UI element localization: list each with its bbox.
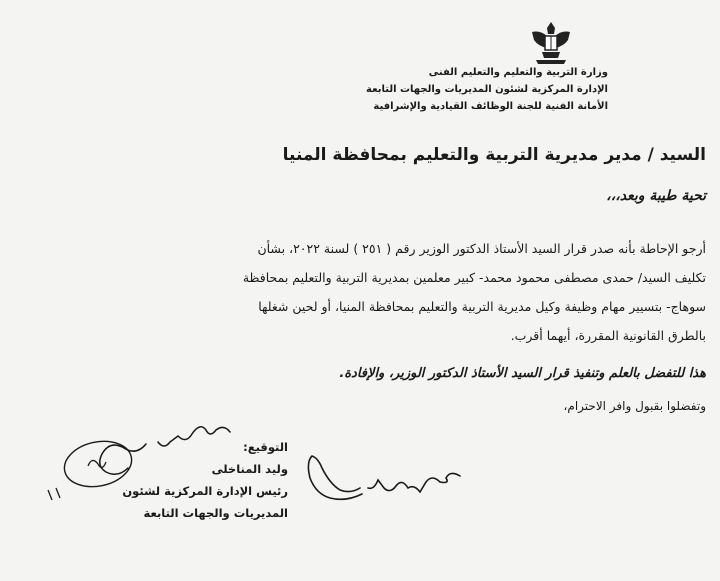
signer-title: رئيس الإدارة المركزية لشئون [122, 484, 288, 498]
eagle-emblem-icon [528, 18, 574, 66]
greeting-line: تحية طيبة وبعد،،، [606, 188, 706, 204]
signature-block [96, 436, 288, 524]
signer-title-2: المديريات والجهات التابعة [143, 506, 288, 520]
signer-name: وليد المناخلى [211, 462, 288, 476]
signature-label: التوقيع: [243, 440, 288, 454]
department-name: الإدارة المركزية لشئون المديريات والجهات التابعة [366, 84, 608, 95]
secretariat-name: الأمانة الفنية للجنة الوظائف القيادية والإشرافية [373, 101, 608, 112]
regards-line: وتفضلوا بقبول وافر الاحترام، [563, 399, 706, 413]
ministry-header [308, 64, 608, 115]
body-line-3: سوهاج- بتسيير مهام وظيفة وكيل مديرية التربية والتعليم بمحافظة المنيا، أو لحين شغلها [258, 299, 706, 314]
letter-body [12, 234, 706, 350]
addressee-line: السيد / مدير مديرية التربية والتعليم بمحافظة المنيا [282, 145, 706, 165]
body-line-4: بالطرق القانونية المقررة، أيهما أقرب. [510, 328, 706, 343]
body-line-2: تكليف السيد/ حمدى مصطفى محمود محمد- كبير معلمين بمديرية التربية والتعليم بمحافظة [242, 270, 706, 285]
handwritten-signature [300, 448, 470, 508]
body-line-1: أرجو الإحاطة بأنه صدر قرار السيد الأستاذ الدكتور الوزير رقم ( ٢٥١ ) لسنة ٢٠٢٢، بشأن [257, 241, 706, 256]
closing-line: هذا للتفضل بالعلم وتنفيذ قرار السيد الأستاذ الدكتور الوزير، والإفادة. [339, 366, 706, 381]
ministry-name: وزارة التربية والتعليم والتعليم الفنى [428, 67, 608, 78]
